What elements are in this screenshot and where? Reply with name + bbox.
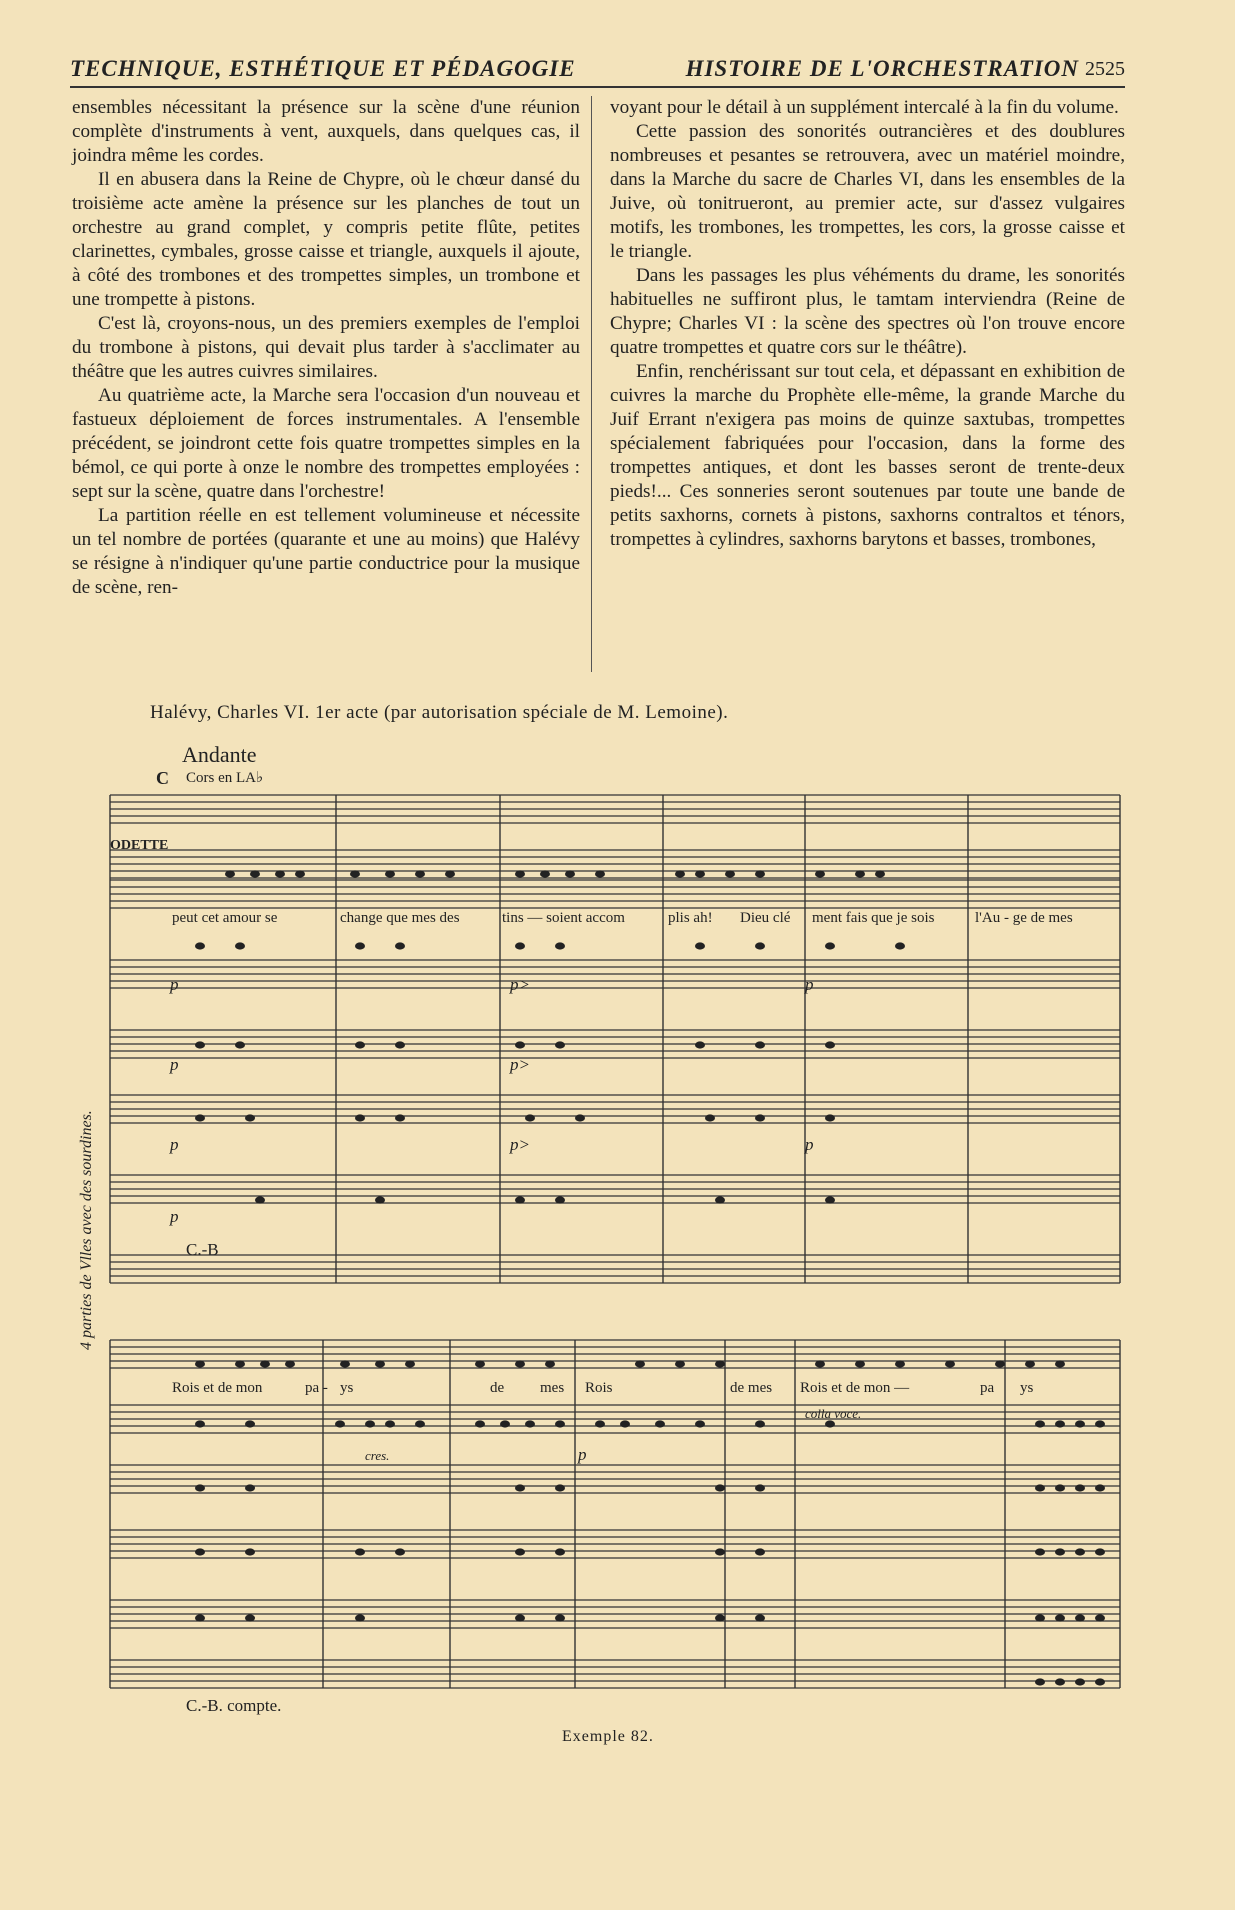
dynamic-marking: p>: [510, 1135, 530, 1154]
note-head: [355, 1041, 365, 1048]
note-head: [825, 942, 835, 949]
note-head: [715, 1196, 725, 1203]
lyric: l'Au - ge de mes: [975, 910, 1073, 926]
note-head: [715, 1360, 725, 1367]
note-head: [1025, 1360, 1035, 1367]
lyric: pa: [980, 1380, 995, 1396]
note-head: [445, 870, 455, 877]
note-head: [595, 870, 605, 877]
note-head: [555, 1420, 565, 1427]
note-head: [395, 942, 405, 949]
note-head: [1055, 1678, 1065, 1685]
dynamic-marking: p>: [510, 1055, 530, 1074]
odette-label: ODETTE: [110, 838, 169, 853]
lyric: de: [490, 1380, 505, 1396]
note-head: [1095, 1614, 1105, 1621]
note-head: [545, 1360, 555, 1367]
note-head: [1075, 1420, 1085, 1427]
note-head: [250, 870, 260, 877]
lyric: Dieu clé: [740, 910, 791, 926]
note-head: [245, 1114, 255, 1121]
note-head: [355, 942, 365, 949]
note-head: [815, 1360, 825, 1367]
lyric: Rois: [585, 1380, 613, 1396]
note-head: [755, 1420, 765, 1427]
note-head: [715, 1548, 725, 1555]
lyric: Rois et de mon: [172, 1380, 263, 1396]
note-head: [1055, 1548, 1065, 1555]
note-head: [415, 870, 425, 877]
note-head: [895, 942, 905, 949]
note-head: [1095, 1420, 1105, 1427]
note-head: [355, 1548, 365, 1555]
lyric: tins — soient accom: [502, 910, 625, 926]
note-head: [1075, 1678, 1085, 1685]
note-head: [875, 870, 885, 877]
note-head: [475, 1360, 485, 1367]
note-head: [1095, 1548, 1105, 1555]
note-head: [195, 1548, 205, 1555]
dynamic-marking: p: [170, 1135, 179, 1154]
note-head: [195, 1484, 205, 1491]
note-head: [755, 1114, 765, 1121]
note-head: [755, 1548, 765, 1555]
note-head: [275, 870, 285, 877]
note-head: [695, 1420, 705, 1427]
note-head: [1055, 1484, 1065, 1491]
note-head: [245, 1420, 255, 1427]
lyric: ys: [1020, 1380, 1034, 1396]
paragraph: Enfin, renchérissant sur tout cela, et dépassant en exhibition de cuivres la marche du Prophète elle-même, la grande Marche du Juif Errant n'exigera pas moins de quinze saxtubas, trompettes spécialement fabriquées pour l'occasion, dans la forme des trompettes antiques, et dont les basses seront de trente-deux pieds!... Ces sonneries seront soutenues par toute une bande de petits saxhorns, cornets à pistons, saxhorns contraltos et ténors, trompettes à cylindres, saxhorns barytons et basses, trombones,: [610, 361, 1125, 550]
dynamic-marking: p: [805, 975, 814, 994]
note-head: [235, 942, 245, 949]
note-head: [755, 942, 765, 949]
paragraph: Il en abusera dans la Reine de Chypre, où le chœur dansé du troisième acte amène la présence sur les planches de tout un orchestre au grand complet, y compris petite flûte, petites clarinettes, cymbales, grosse caisse et triangle, auxquels il ajoute, à côté des trombones et des trompettes simples, un trombone et une trompette à pistons.: [72, 169, 580, 310]
note-head: [350, 870, 360, 877]
note-head: [525, 1420, 535, 1427]
lyric: ys: [340, 1380, 354, 1396]
note-head: [405, 1360, 415, 1367]
dynamic-marking: p: [170, 1055, 179, 1074]
dynamic-marking: p: [170, 975, 179, 994]
note-head: [235, 1041, 245, 1048]
lyric: change que mes des: [340, 910, 460, 926]
note-head: [355, 1114, 365, 1121]
note-head: [525, 1114, 535, 1121]
note-head: [1035, 1614, 1045, 1621]
side-note: 4 parties de Vlles avec des sourdines.: [78, 1110, 95, 1350]
note-head: [515, 870, 525, 877]
header-right: HISTOIRE DE L'ORCHESTRATION: [685, 56, 1079, 81]
note-head: [755, 870, 765, 877]
note-head: [1075, 1548, 1085, 1555]
note-head: [1075, 1614, 1085, 1621]
note-head: [295, 870, 305, 877]
note-head: [715, 1484, 725, 1491]
note-head: [195, 1420, 205, 1427]
note-head: [675, 870, 685, 877]
note-head: [755, 1614, 765, 1621]
note-head: [395, 1548, 405, 1555]
lyric: de mes: [730, 1380, 773, 1396]
note-head: [565, 870, 575, 877]
note-head: [285, 1360, 295, 1367]
note-head: [500, 1420, 510, 1427]
note-head: [895, 1360, 905, 1367]
note-head: [1095, 1678, 1105, 1685]
note-head: [385, 870, 395, 877]
lyric: peut cet amour se: [172, 910, 278, 926]
note-head: [815, 870, 825, 877]
note-head: [540, 870, 550, 877]
note-head: [555, 1548, 565, 1555]
note-head: [195, 1114, 205, 1121]
dynamic-marking: colla voce.: [805, 1406, 862, 1421]
note-head: [555, 1484, 565, 1491]
note-head: [555, 1196, 565, 1203]
page-number: 2525: [1085, 58, 1125, 80]
note-head: [555, 1041, 565, 1048]
note-head: [225, 870, 235, 877]
example-label: Exemple 82.: [562, 1728, 654, 1745]
lyric: mes: [540, 1380, 565, 1396]
note-head: [340, 1360, 350, 1367]
note-head: [695, 1041, 705, 1048]
note-head: [675, 1360, 685, 1367]
note-head: [825, 1420, 835, 1427]
note-head: [255, 1196, 265, 1203]
note-head: [375, 1360, 385, 1367]
note-head: [515, 942, 525, 949]
note-head: [655, 1420, 665, 1427]
note-head: [395, 1114, 405, 1121]
lyric: Rois et de mon —: [800, 1380, 910, 1396]
note-head: [385, 1420, 395, 1427]
paragraph: Au quatrième acte, la Marche sera l'occasion d'un nouveau et fastueux déploiement de forces instrumentales. A l'ensemble précédent, se joindront cette fois quatre trompettes simples en la bémol, ce qui porte à onze le nombre des trompettes employées : sept sur la scène, quatre dans l'orchestre!: [72, 385, 580, 502]
note-head: [635, 1360, 645, 1367]
note-head: [945, 1360, 955, 1367]
note-head: [1035, 1678, 1045, 1685]
note-head: [575, 1114, 585, 1121]
note-head: [825, 1041, 835, 1048]
note-head: [755, 1484, 765, 1491]
note-head: [195, 1614, 205, 1621]
note-head: [395, 1041, 405, 1048]
note-head: [1055, 1360, 1065, 1367]
note-head: [825, 1196, 835, 1203]
dynamic-marking: p>: [510, 975, 530, 994]
note-head: [335, 1420, 345, 1427]
dynamic-marking: p: [170, 1207, 179, 1226]
note-head: [475, 1420, 485, 1427]
note-head: [855, 1360, 865, 1367]
lyric: pa -: [305, 1380, 328, 1396]
note-head: [235, 1360, 245, 1367]
note-head: [1055, 1420, 1065, 1427]
tempo-marking: Andante: [182, 742, 257, 767]
note-head: [515, 1484, 525, 1491]
note-head: [260, 1360, 270, 1367]
note-head: [375, 1196, 385, 1203]
note-head: [755, 1041, 765, 1048]
note-head: [245, 1484, 255, 1491]
paragraph: voyant pour le détail à un supplément intercalé à la fin du volume.: [610, 97, 1119, 118]
note-head: [825, 1114, 835, 1121]
dynamic-marking: p: [578, 1445, 587, 1464]
note-head: [1035, 1420, 1045, 1427]
paragraph: La partition réelle en est tellement volumineuse et nécessite un tel nombre de portées (quarante et une au moins) que Halévy se résigne à n'indiquer qu'une partie conductrice pour la musique de scène, ren-: [72, 505, 580, 598]
note-head: [515, 1360, 525, 1367]
cb-label: C.-B: [186, 1240, 219, 1259]
note-head: [195, 1360, 205, 1367]
note-head: [245, 1548, 255, 1555]
score-caption: Halévy, Charles VI. 1er acte (par autorisation spéciale de M. Lemoine).: [150, 702, 729, 723]
note-head: [245, 1614, 255, 1621]
note-head: [555, 942, 565, 949]
note-head: [515, 1548, 525, 1555]
time-signature: C: [156, 768, 169, 788]
note-head: [695, 870, 705, 877]
note-head: [515, 1041, 525, 1048]
dynamic-marking: p: [805, 1135, 814, 1154]
note-head: [1035, 1484, 1045, 1491]
paragraph: C'est là, croyons-nous, un des premiers exemples de l'emploi du trombone à pistons, qui devait plus tarder à s'acclimater au théâtre que les autres cuivres similaires.: [72, 313, 580, 382]
paragraph: ensembles nécessitant la présence sur la scène d'une réunion complète d'instruments à vent, auxquels, dans quelques cas, il joindra même les cordes.: [72, 97, 580, 166]
lyric: plis ah!: [668, 910, 713, 926]
note-head: [1055, 1614, 1065, 1621]
note-head: [855, 870, 865, 877]
note-head: [365, 1420, 375, 1427]
note-head: [195, 942, 205, 949]
note-head: [715, 1614, 725, 1621]
note-head: [705, 1114, 715, 1121]
cb-label-2: C.-B. compte.: [186, 1696, 282, 1715]
note-head: [695, 942, 705, 949]
note-head: [595, 1420, 605, 1427]
note-head: [725, 870, 735, 877]
lyric: ment fais que je sois: [812, 910, 935, 926]
note-head: [555, 1614, 565, 1621]
note-head: [995, 1360, 1005, 1367]
note-head: [1095, 1484, 1105, 1491]
paragraph: Dans les passages les plus véhéments du drame, les sonorités habituelles ne suffiront plus, le tamtam interviendra (Reine de Chypre; Charles VI : la scène des spectres où l'on trouve encore quatre trompettes et quatre cors sur le théâtre).: [610, 265, 1125, 358]
note-head: [515, 1614, 525, 1621]
horns-label: Cors en LA♭: [186, 770, 264, 786]
dynamic-marking: cres.: [365, 1448, 390, 1463]
note-head: [515, 1196, 525, 1203]
note-head: [1075, 1484, 1085, 1491]
note-head: [195, 1041, 205, 1048]
note-head: [620, 1420, 630, 1427]
paragraph: Cette passion des sonorités outrancières et des doublures nombreuses et pesantes se retrouvera, avec un matériel moindre, dans la Marche du sacre de Charles VI, dans les ensembles de la Juive, où tonitrueront, au premier acte, sur d'assez vulgaires motifs, les trombones, les trompettes, les cors, la grosse caisse et le triangle.: [610, 121, 1125, 262]
note-head: [1035, 1548, 1045, 1555]
header-left: TECHNIQUE, ESTHÉTIQUE ET PÉDAGOGIE: [70, 56, 576, 81]
note-head: [415, 1420, 425, 1427]
note-head: [355, 1614, 365, 1621]
